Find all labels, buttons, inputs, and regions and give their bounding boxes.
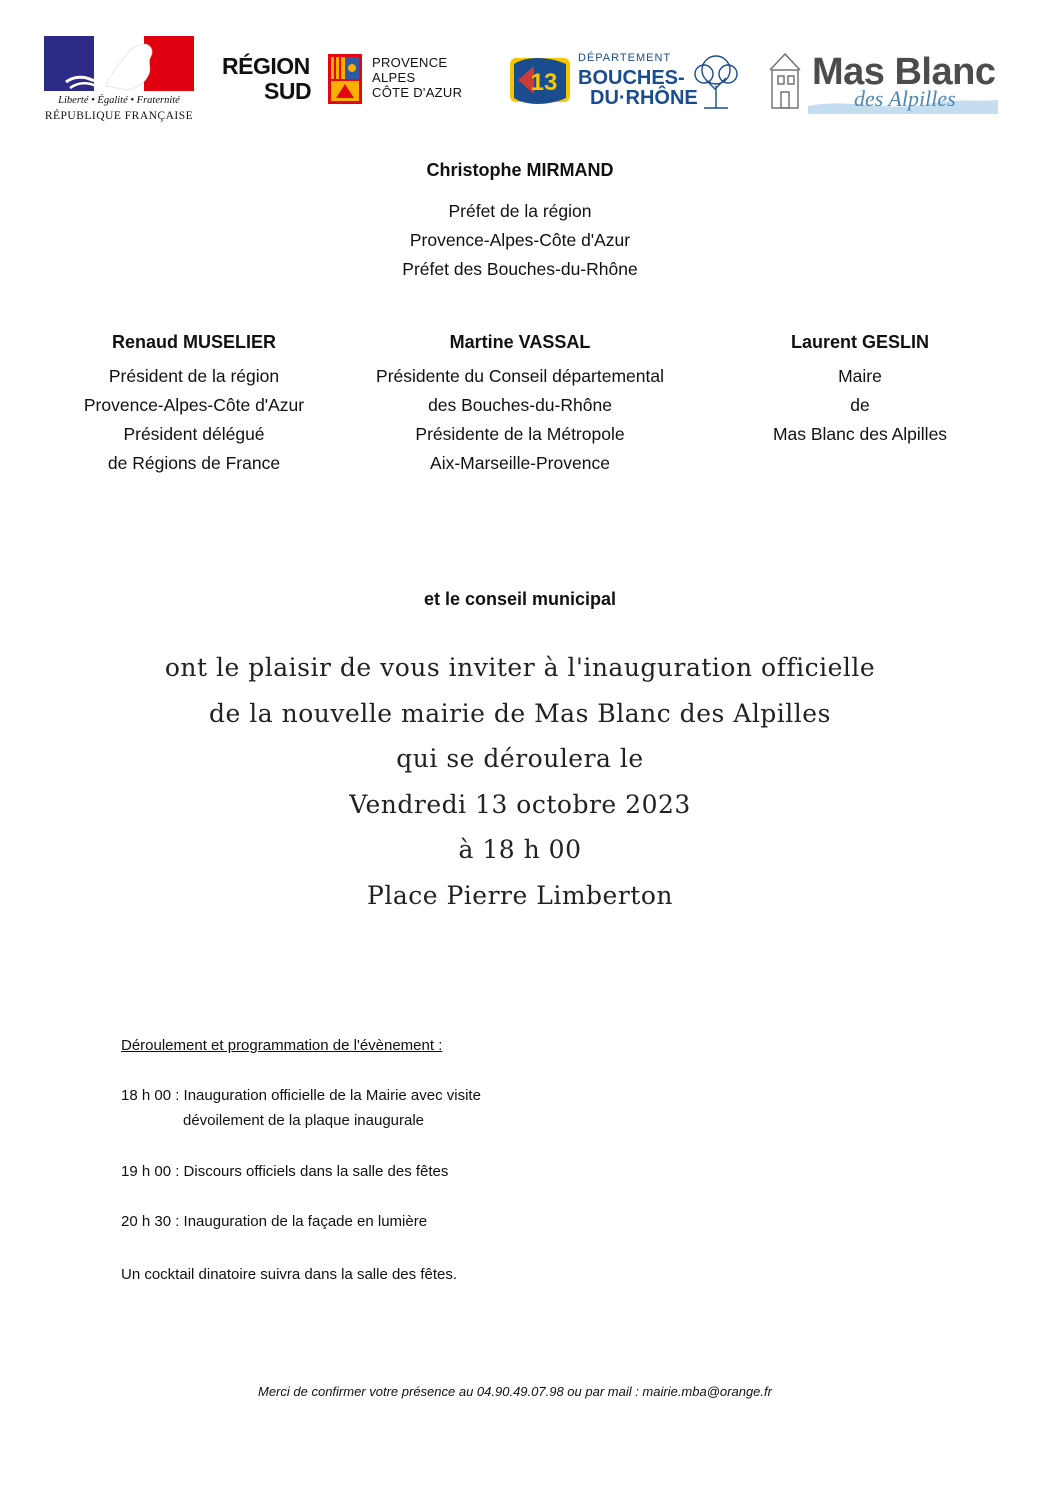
region-provence: PROVENCE	[372, 55, 448, 70]
departement-13-badge-icon	[508, 54, 572, 106]
invitation-text	[80, 645, 960, 918]
signatory-role: de	[850, 395, 870, 415]
invitation-time: à 18 h 00	[458, 835, 582, 864]
departement-bouches: BOUCHES-	[578, 67, 685, 89]
rsvp-footer: Merci de confirmer votre présence au 04.90.49.07.98 ou par mail : mairie.mba@orange.fr	[258, 1384, 772, 1399]
signatory-role: Président de la région	[108, 366, 280, 386]
signatory-role: Mas Blanc des Alpilles	[772, 424, 948, 444]
prefet-role: Provence-Alpes-Côte d'Azur	[409, 230, 631, 250]
programme-heading: Déroulement et programmation de l'évènement :	[121, 1037, 443, 1054]
region-word: RÉGION	[222, 53, 310, 79]
signatory-roles	[54, 362, 334, 478]
conseil-municipal: et le conseil municipal	[423, 589, 617, 609]
republique-name: RÉPUBLIQUE FRANÇAISE	[44, 110, 194, 122]
departement-label: DÉPARTEMENT	[578, 52, 672, 64]
signatory-roles	[730, 362, 990, 449]
signatory-name: Laurent GESLIN	[790, 332, 929, 352]
mas-blanc-logo	[764, 50, 996, 116]
invitation-line: de la nouvelle mairie de Mas Blanc des Alpilles	[209, 698, 831, 728]
signatory-role: Présidente de la Métropole	[415, 424, 625, 444]
signatory-role: Présidente du Conseil départemental	[376, 366, 664, 386]
invitation-date: Vendredi 13 octobre 2023	[349, 789, 691, 819]
region-shield-icon	[328, 54, 362, 104]
region-alpes: ALPES	[372, 70, 416, 85]
signatory-name: Martine VASSAL	[449, 332, 591, 352]
region-cote-azur: CÔTE D'AZUR	[372, 85, 463, 100]
mas-blanc-subtitle: des Alpilles	[854, 86, 956, 111]
republique-motto: Liberté • Égalité • Fraternité	[58, 95, 180, 106]
republique-francaise-logo	[44, 36, 196, 128]
programme-item-continuation: dévoilement de la plaque inaugurale	[183, 1112, 425, 1129]
departement-du-rhone: DU·RHÔNE	[590, 87, 698, 109]
signatory-role: Président délégué	[123, 424, 265, 444]
marianne-flag-icon	[44, 36, 194, 91]
mas-house-icon	[764, 50, 806, 110]
departement-logo	[508, 46, 740, 112]
programme-item: 19 h 00 : Discours officiels dans la salle des fêtes	[121, 1163, 449, 1180]
region-sud-word: SUD	[264, 78, 312, 104]
signatory-role: des Bouches-du-Rhône	[428, 395, 612, 415]
prefet-name: Christophe MIRMAND	[426, 160, 614, 180]
badge-number: 13	[530, 69, 558, 96]
signatory-muselier	[54, 332, 334, 478]
invitation-line: ont le plaisir de vous inviter à l'inauguration officielle	[164, 653, 876, 682]
mas-blanc-title: Mas Blanc	[812, 51, 996, 93]
prefet-role: Préfet de la région	[448, 201, 592, 221]
olive-tree-icon	[690, 50, 742, 110]
programme-closing: Un cocktail dinatoire suivra dans la salle des fêtes.	[121, 1266, 458, 1283]
invitation-line: qui se déroulera le	[396, 744, 644, 773]
programme-item: 18 h 00 : Inauguration officielle de la Mairie avec visite	[121, 1087, 481, 1104]
signatory-geslin	[730, 332, 990, 449]
signatory-role: Provence-Alpes-Côte d'Azur	[83, 395, 305, 415]
signatory-role: de Régions de France	[107, 453, 281, 473]
invitation-place: Place Pierre Limberton	[367, 880, 673, 910]
prefet-role: Préfet des Bouches-du-Rhône	[402, 259, 638, 279]
programme-item: 20 h 30 : Inauguration de la façade en lumière	[121, 1213, 428, 1230]
signatory-name: Renaud MUSELIER	[111, 332, 276, 352]
signatory-vassal	[345, 332, 695, 478]
signatory-roles	[345, 362, 695, 478]
signatory-role: Maire	[838, 366, 882, 386]
prefet-roles	[270, 197, 770, 284]
region-sud-logo	[222, 52, 482, 108]
signatory-role: Aix-Marseille-Provence	[430, 453, 610, 473]
